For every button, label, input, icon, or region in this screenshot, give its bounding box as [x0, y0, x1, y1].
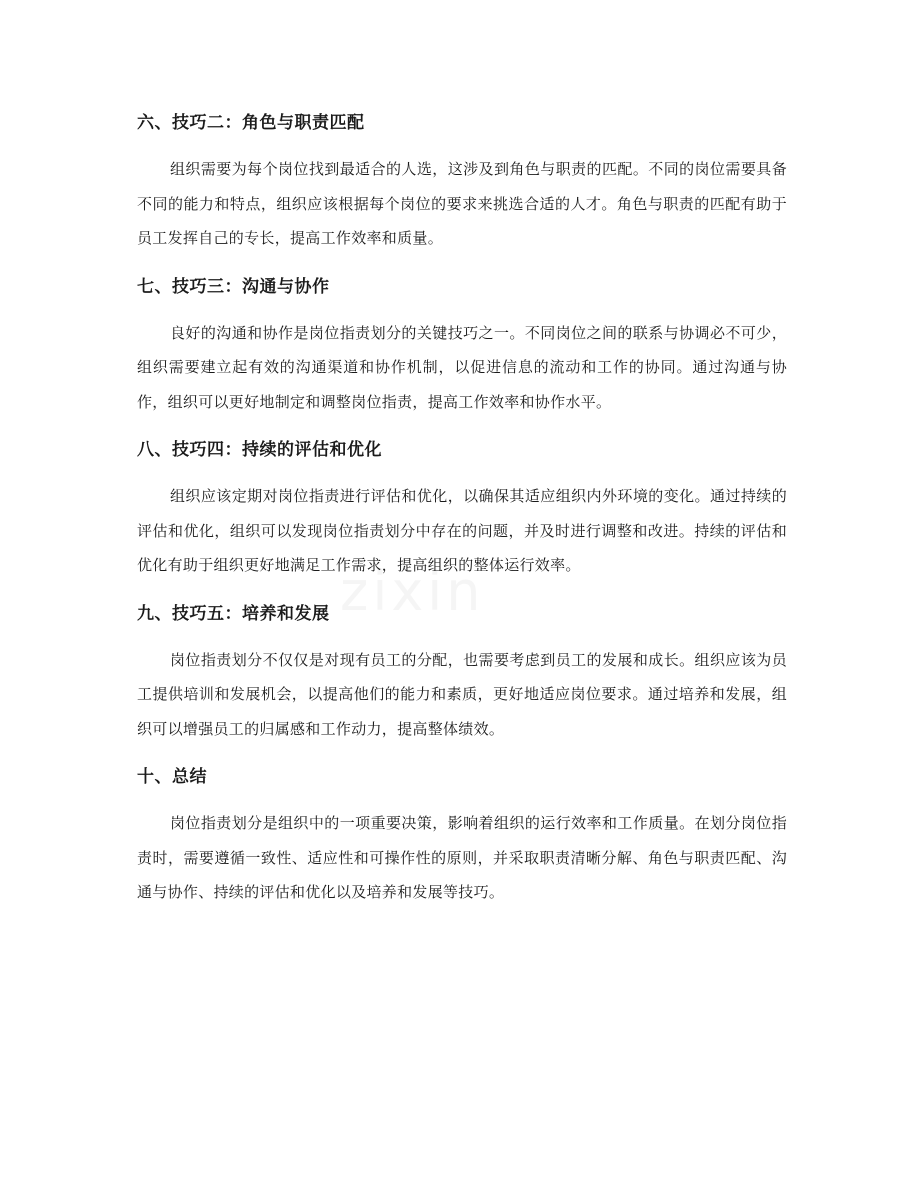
- section-paragraph: 组织需要为每个岗位找到最适合的人选，这涉及到角色与职责的匹配。不同的岗位需要具备不同的能力和特点，组织应该根据每个岗位的要求来挑选合适的人才。角色与职责的匹配有助于员工发挥自己的专长，提高工作效率和质量。: [137, 160, 787, 247]
- section-paragraph: 良好的沟通和协作是岗位指责划分的关键技巧之一。不同岗位之间的联系与协调必不可少，组织需要建立起有效的沟通渠道和协作机制，以促进信息的流动和工作的协同。通过沟通与协作，组织可以更好地制定和调整岗位指责，提高工作效率和协作水平。: [137, 323, 787, 411]
- section-paragraph: 组织应该定期对岗位指责进行评估和优化，以确保其适应组织内外环境的变化。通过持续的评估和优化，组织可以发现岗位指责划分中存在的问题，并及时进行调整和改进。持续的评估和优化有助于组织更好地满足工作需求，提高组织的整体运行效率。: [137, 487, 787, 574]
- document-content: [137, 106, 787, 924]
- section-skill-2: [137, 106, 787, 256]
- section-paragraph: 岗位指责划分不仅仅是对现有员工的分配，也需要考虑到员工的发展和成长。组织应该为员工提供培训和发展机会，以提高他们的能力和素质，更好地适应岗位要求。通过培养和发展，组织可以增强员工的归属感和工作动力，提高整体绩效。: [137, 650, 787, 738]
- section-heading: 八、技巧四：持续的评估和优化: [137, 440, 382, 460]
- section-paragraph: 岗位指责划分是组织中的一项重要决策，影响着组织的运行效率和工作质量。在划分岗位指责时，需要遵循一致性、适应性和可操作性的原则，并采取职责清晰分解、角色与职责匹配、沟通与协作、持续的评估和优化以及培养和发展等技巧。: [137, 814, 787, 901]
- section-heading: 九、技巧五：培养和发展: [137, 603, 330, 624]
- section-heading: 十、总结: [137, 767, 207, 787]
- section-summary: [137, 760, 787, 910]
- section-heading: 六、技巧二：角色与职责匹配: [137, 113, 365, 133]
- watermark: zixin: [340, 560, 485, 623]
- section-heading: 七、技巧三：沟通与协作: [137, 276, 330, 297]
- section-skill-3: [137, 270, 787, 420]
- section-skill-5: [137, 597, 787, 747]
- section-skill-4: [137, 433, 787, 583]
